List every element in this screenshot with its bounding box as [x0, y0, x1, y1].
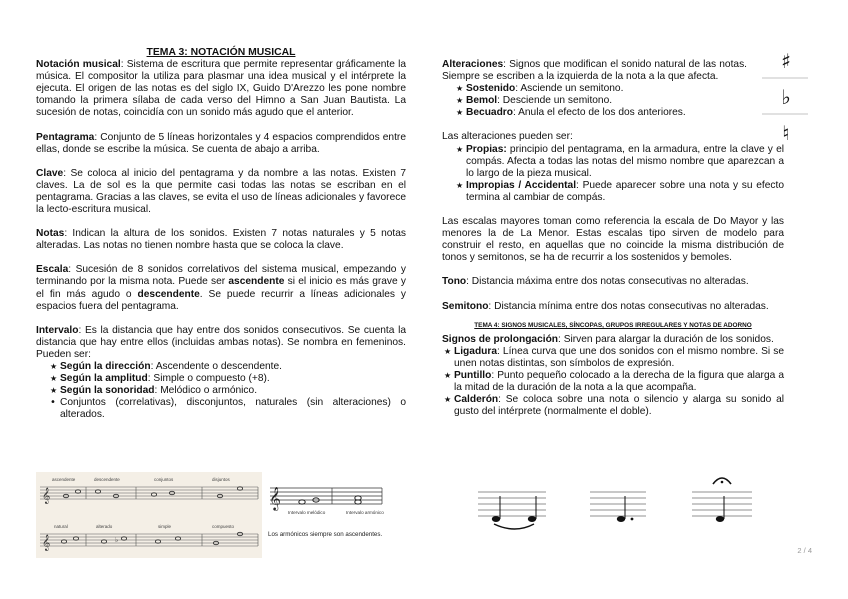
- list-item-text: : Anula el efecto de los dos anteriores.: [513, 107, 686, 119]
- list-item-text: : Melódico o armónico.: [154, 385, 258, 397]
- escala-text-3: . Se puede recurrir a líneas adicionales y espacios fuera del pentagrama.: [36, 288, 406, 312]
- list-item-term: Según la sonoridad: [60, 385, 155, 397]
- escala-text-1: : Sucesión de 8 sonidos correlativos del sistema musical, empezando y terminando por la misma nota. Puede ser: [36, 264, 406, 288]
- tipos-intro: Las alteraciones pueden ser:: [442, 131, 573, 143]
- tono-paragraph: [442, 276, 784, 288]
- list-item: [444, 370, 784, 394]
- escala-ascendente: ascendente: [228, 276, 285, 288]
- notacion-text: : Sistema de escritura que permite representar gráficamente la música. El compositor la utiliza para plasmar una idea musical y el intérprete la ejecuta. El origen de las notas es del siglo IX, Guido D'Arezzo les pone nombre tomando la primera sílaba de cada verso del Himno a San Juan Bautista. La sucesión de notas, coincidía con un sonido más agudo que el anterior.: [36, 59, 406, 119]
- list-item-term: Impropias / Accidental: [466, 179, 577, 191]
- list-item-text: : Ascendente o descendente.: [150, 360, 283, 372]
- prolongacion-paragraph: [442, 334, 784, 346]
- label-simple: simple: [158, 524, 172, 529]
- list-item-text: : Línea curva que une dos sonidos con el mismo nombre. Si se unen notas distintas, son símbolos de expresión.: [454, 345, 784, 369]
- list-item: [456, 107, 784, 119]
- notas-text: : Indican la altura de los sonidos. Existen 7 notas naturales y 5 notas alteradas. Las notas no tienen nombre hasta que se coloca la clave.: [36, 228, 406, 252]
- list-item-term: Según la amplitud: [60, 373, 148, 385]
- melodic-harmonic-svg: [266, 476, 386, 524]
- list-item-term: Según la dirección: [60, 360, 151, 372]
- escala-descendente: descendente: [137, 288, 200, 300]
- clave-term: Clave: [36, 167, 64, 179]
- notacion-term: Notación musical: [36, 59, 121, 71]
- right-column: [442, 59, 784, 418]
- list-item-text: : Puede aparecer sobre una nota y su efecto termina al cambiar de compás.: [466, 179, 784, 203]
- list-item: [50, 373, 406, 385]
- page-number: 2 / 4: [797, 546, 812, 555]
- prolongation-figures: [470, 470, 780, 532]
- alteraciones-text: : Signos que modifican el sonido natural de las notas. Siempre se escriben a la izquierda de la nota a la que afecta.: [442, 59, 747, 83]
- section-title-tema4: TEMA 4: SIGNOS MUSICALES, SÍNCOPAS, GRUPOS IRREGULARES Y NOTAS DE ADORNO: [474, 321, 752, 329]
- list-item-text: principio del pentagrama, en la armadura, entre la clave y el compás. Afecta a todas las notas del mismo nombre que aparezcan a lo largo de la pieza musical.: [466, 143, 784, 179]
- list-item-term: Sostenido: [466, 83, 516, 95]
- svg-text:♭: ♭: [115, 537, 119, 544]
- tono-term: Tono: [442, 276, 467, 288]
- clave-paragraph: [36, 168, 406, 216]
- list-item: [456, 180, 784, 204]
- left-column: [36, 47, 406, 421]
- sharp-icon: ♯: [781, 49, 791, 73]
- alteraciones-paragraph: [442, 59, 747, 83]
- interval-types-figure: [36, 472, 262, 558]
- semitono-text: : Distancia mínima entre dos notas consecutivas no alteradas.: [488, 300, 769, 312]
- accidentals-figure: [752, 44, 816, 148]
- label-melodico: Intervalo melódico: [288, 510, 326, 515]
- page-title: TEMA 3: NOTACIÓN MUSICAL: [146, 47, 296, 58]
- label-compuesto: compuesto: [212, 524, 235, 529]
- label-disjuntos: disjuntos: [212, 477, 230, 482]
- list-item-term: Calderón: [454, 394, 499, 406]
- label-armonico: Intervalo armónico: [346, 510, 384, 515]
- label-alterado: alterado: [96, 524, 113, 529]
- label-ascendente: ascendente: [52, 477, 76, 482]
- escala-term: Escala: [36, 264, 69, 276]
- pentagrama-text: : Conjunto de 5 líneas horizontales y 4 espacios comprendidos entre ellas, donde se escribe la música. Se cuenta de abajo a arriba.: [36, 131, 406, 155]
- semitono-paragraph: [442, 301, 784, 313]
- list-item: [456, 144, 784, 180]
- list-item-term: Bemol: [466, 95, 498, 107]
- notas-term: Notas: [36, 228, 65, 240]
- interval-types-svg: [36, 472, 262, 558]
- notacion-paragraph: [36, 59, 406, 119]
- intervalo-bullet-list: [36, 397, 406, 421]
- label-natural: natural: [54, 524, 68, 529]
- notas-paragraph: [36, 228, 406, 252]
- list-item: [50, 385, 406, 397]
- list-item-term: Puntillo: [454, 369, 492, 381]
- figure-caption: Los armónicos siempre son ascendentes.: [268, 531, 383, 538]
- pentagrama-paragraph: [36, 132, 406, 156]
- flat-icon: ♭: [781, 85, 791, 109]
- list-item-text: : Simple o compuesto (+8).: [147, 373, 270, 385]
- list-item-term: Becuadro: [466, 107, 513, 119]
- treble-clef-icon: 𝄞: [269, 486, 281, 510]
- prolongacion-text: : Sirven para alargar la duración de los sonidos.: [558, 333, 774, 345]
- treble-clef-icon: 𝄞: [42, 535, 51, 551]
- puntillo-figure: [617, 496, 634, 522]
- intervalo-text: : Es la distancia que hay entre dos sonidos consecutivos. Se cuenta la distancia que hay entre ellos (incluidas ambas notas). Se nombra en femeninos. Pueden ser:: [36, 324, 406, 360]
- alteraciones-term: Alteraciones: [442, 59, 504, 70]
- intervalo-list: [36, 361, 406, 397]
- list-item: • Conjuntos (correlativas), disconjuntos, naturales (sin alteraciones) o alterados.: [50, 397, 406, 421]
- list-item: [50, 361, 406, 373]
- list-item: [444, 394, 784, 418]
- list-item-text: : Asciende un semitono.: [515, 83, 624, 95]
- prolongation-svg: [470, 470, 780, 532]
- list-item-text: : Se coloca sobre una nota o silencio y alarga su sonido al gusto del intérprete (normalmente el doble).: [454, 394, 784, 418]
- calderon-figure: [713, 478, 731, 522]
- tipos-list: [442, 144, 784, 204]
- list-item: [456, 83, 784, 95]
- natural-icon: ♮: [782, 121, 790, 145]
- label-descendente: descendente: [94, 477, 120, 482]
- treble-clef-icon: 𝄞: [42, 488, 51, 504]
- intervalo-paragraph: [36, 325, 406, 361]
- clave-text: : Se coloca al inicio del pentagrama y da nombre a las notas. Existen 7 claves. La de sol es la que permite casi todas las notas se escriban en el pentagrama. Gracias a las claves, se evita el uso de líneas adicionales y favorece la lecto-escritura musical.: [36, 167, 406, 216]
- pentagrama-term: Pentagrama: [36, 131, 95, 143]
- ligadura-figure: [492, 496, 536, 529]
- list-item-text: : Desciende un semitono.: [497, 95, 613, 107]
- list-item-text: : Punto pequeño colocado a la derecha de la figura que alarga a la mitad de la duración de la nota a la que acompaña.: [454, 369, 784, 393]
- list-item: [444, 346, 784, 370]
- intervalo-term: Intervalo: [36, 324, 79, 336]
- escalas-paragraph: Las escalas mayores toman como referencia la escala de Do Mayor y las menores la de La Menor. Estas escalas tipo sirven de modelo para construir el resto, en aquellas que no coincide la misma distribución de tonos y semitonos, se ha de recurrir a los sostenidos y bemoles.: [442, 216, 784, 264]
- list-item-term: Propias:: [466, 143, 507, 155]
- escala-paragraph: [36, 264, 406, 312]
- melodic-harmonic-figure: [266, 476, 386, 546]
- escala-text-2: si el inicio es más grave y el fin más agudo o: [36, 276, 406, 300]
- list-item-term: Ligadura: [454, 345, 498, 357]
- semitono-term: Semitono: [442, 300, 489, 312]
- tono-text: : Distancia máxima entre dos notas consecutivas no alteradas.: [466, 276, 749, 288]
- accidentals-svg: [752, 44, 816, 148]
- prolongacion-list: [442, 346, 784, 419]
- list-item: [456, 95, 784, 107]
- label-conjuntos: conjuntos: [154, 477, 174, 482]
- alteraciones-list: [442, 83, 784, 119]
- prolongacion-term: Signos de prolongación: [442, 333, 559, 345]
